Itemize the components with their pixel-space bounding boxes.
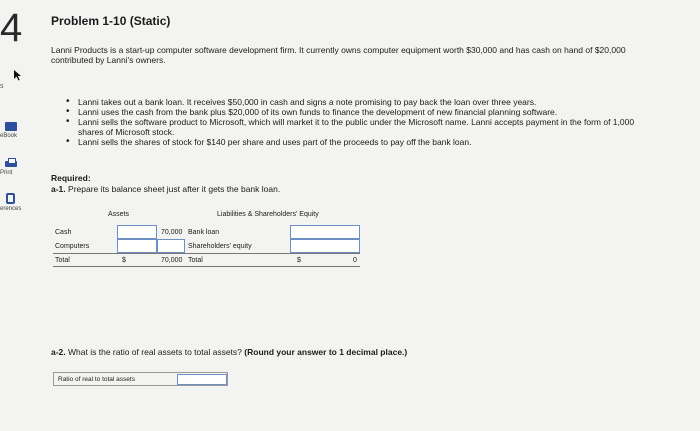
- ratio-answer-row: [53, 372, 228, 386]
- total-assets-label: Total: [55, 257, 70, 264]
- equity-input[interactable]: [290, 239, 360, 253]
- ratio-label: Ratio of real to total assets: [58, 376, 135, 383]
- total-liab-value: 0: [353, 257, 357, 264]
- computers-input[interactable]: [157, 239, 185, 253]
- left-sidebar: [0, 0, 32, 431]
- list-item: • Lanni takes out a bank loan. It receives $50,000 in cash and signs a note promising to pay back the loan over three years.: [66, 97, 636, 107]
- required-heading: Required:: [51, 173, 91, 183]
- a1-label: a-1.: [51, 184, 66, 194]
- bank-loan-input[interactable]: [290, 225, 360, 239]
- equity-label: Shareholders' equity: [188, 243, 252, 250]
- assets-header: Assets: [108, 211, 130, 218]
- list-item: • Lanni uses the cash from the bank plus $20,000 of its own funds to finance the development of new financial planning software.: [66, 107, 636, 117]
- list-item: • Lanni sells the software product to Microsoft, which will market it to the public under the Microsoft name. Lanni accepts payment in the form of 1,000 shares of Microsoft stock.: [66, 117, 636, 137]
- sidebar-references[interactable]: [0, 193, 30, 212]
- totals-row: [53, 253, 360, 267]
- total-assets-currency: $: [122, 257, 126, 264]
- bank-loan-label: Bank loan: [188, 229, 220, 236]
- list-item: • Lanni sells the shares of stock for $140 per share and uses part of the proceeds to pay off the bank loan.: [66, 137, 636, 147]
- chapter-number: 4: [0, 6, 23, 50]
- book-icon: [5, 122, 17, 131]
- problem-intro: Lanni Products is a start-up computer software development firm. It currently owns computer equipment worth $30,000 and has cash on hand of $20,000 contributed by Lanni's owners.: [51, 45, 626, 65]
- computers-label: Computers: [55, 243, 90, 250]
- cash-label: Cash: [55, 229, 72, 236]
- total-liab-currency: $: [297, 257, 301, 264]
- references-icon: [6, 193, 15, 204]
- sidebar-ebook[interactable]: [0, 122, 30, 139]
- a2-label: a-2.: [51, 347, 66, 357]
- references-label: erences: [0, 206, 22, 212]
- a2-prompt: [51, 347, 407, 357]
- problem-bullets: [66, 97, 636, 147]
- ebook-label: eBook: [0, 133, 18, 139]
- total-liab-label: Total: [188, 257, 203, 264]
- a2-question: What is the ratio of real assets to total assets?: [68, 347, 242, 357]
- printer-icon: [5, 158, 17, 168]
- computers-currency-field[interactable]: [117, 239, 157, 253]
- sidebar-print[interactable]: [0, 158, 30, 176]
- a1-prompt: [51, 184, 280, 194]
- total-assets-value: 70,000: [161, 257, 183, 264]
- a2-instruction: (Round your answer to 1 decimal place.): [244, 347, 408, 357]
- cash-currency-field[interactable]: [117, 225, 157, 239]
- mouse-cursor-icon: [14, 70, 22, 81]
- liabilities-header: Liabilities & Shareholders' Equity: [217, 211, 319, 218]
- a1-text: Prepare its balance sheet just after it gets the bank loan.: [68, 184, 281, 194]
- ratio-input[interactable]: [177, 374, 227, 385]
- cash-value: 70,000: [161, 229, 183, 236]
- problem-title: Problem 1-10 (Static): [51, 14, 171, 28]
- print-label: Print: [0, 170, 13, 176]
- sidebar-partial-label: s: [0, 83, 4, 90]
- balance-sheet-table: [53, 210, 360, 267]
